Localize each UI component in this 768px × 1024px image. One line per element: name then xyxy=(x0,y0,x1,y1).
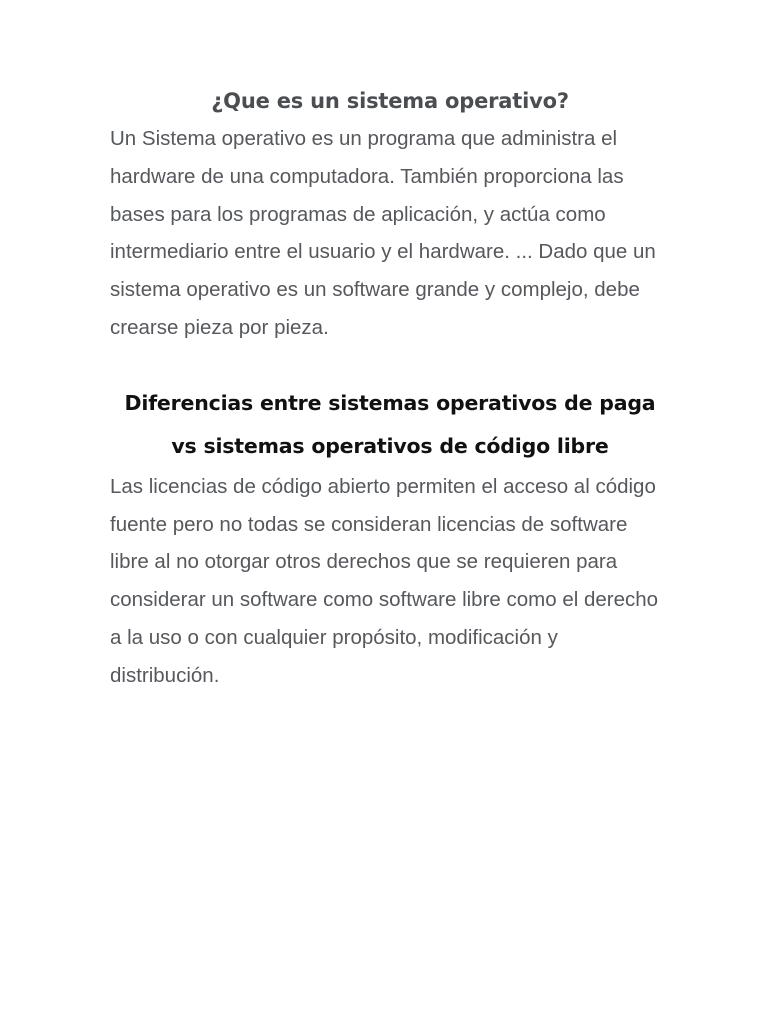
document-content xyxy=(110,82,670,695)
section-spacer xyxy=(110,347,670,382)
section-heading-os-differences: Diferencias entre sistemas operativos de paga vs sistemas operativos de código libre xyxy=(124,390,656,458)
section-heading-what-is-os: ¿Que es un sistema operativo? xyxy=(211,89,569,113)
section-paragraph-os-differences: Las licencias de código abierto permiten el acceso al código fuente pero no todas se consideran licencias de software libre al no otorgar otros derechos que se requieren para considerar un software como software libre como el derecho a la uso o con cualquier propósito, modificación y distribución. xyxy=(110,474,659,687)
section-paragraph-what-is-os: Un Sistema operativo es un programa que administra el hardware de una computadora. También proporciona las bases para los programas de aplicación, y actúa como intermediario entre el usuario y el hardware. ... Dado que un sistema operativo es un software grande y complejo, debe crearse pieza por pieza. xyxy=(110,127,656,339)
